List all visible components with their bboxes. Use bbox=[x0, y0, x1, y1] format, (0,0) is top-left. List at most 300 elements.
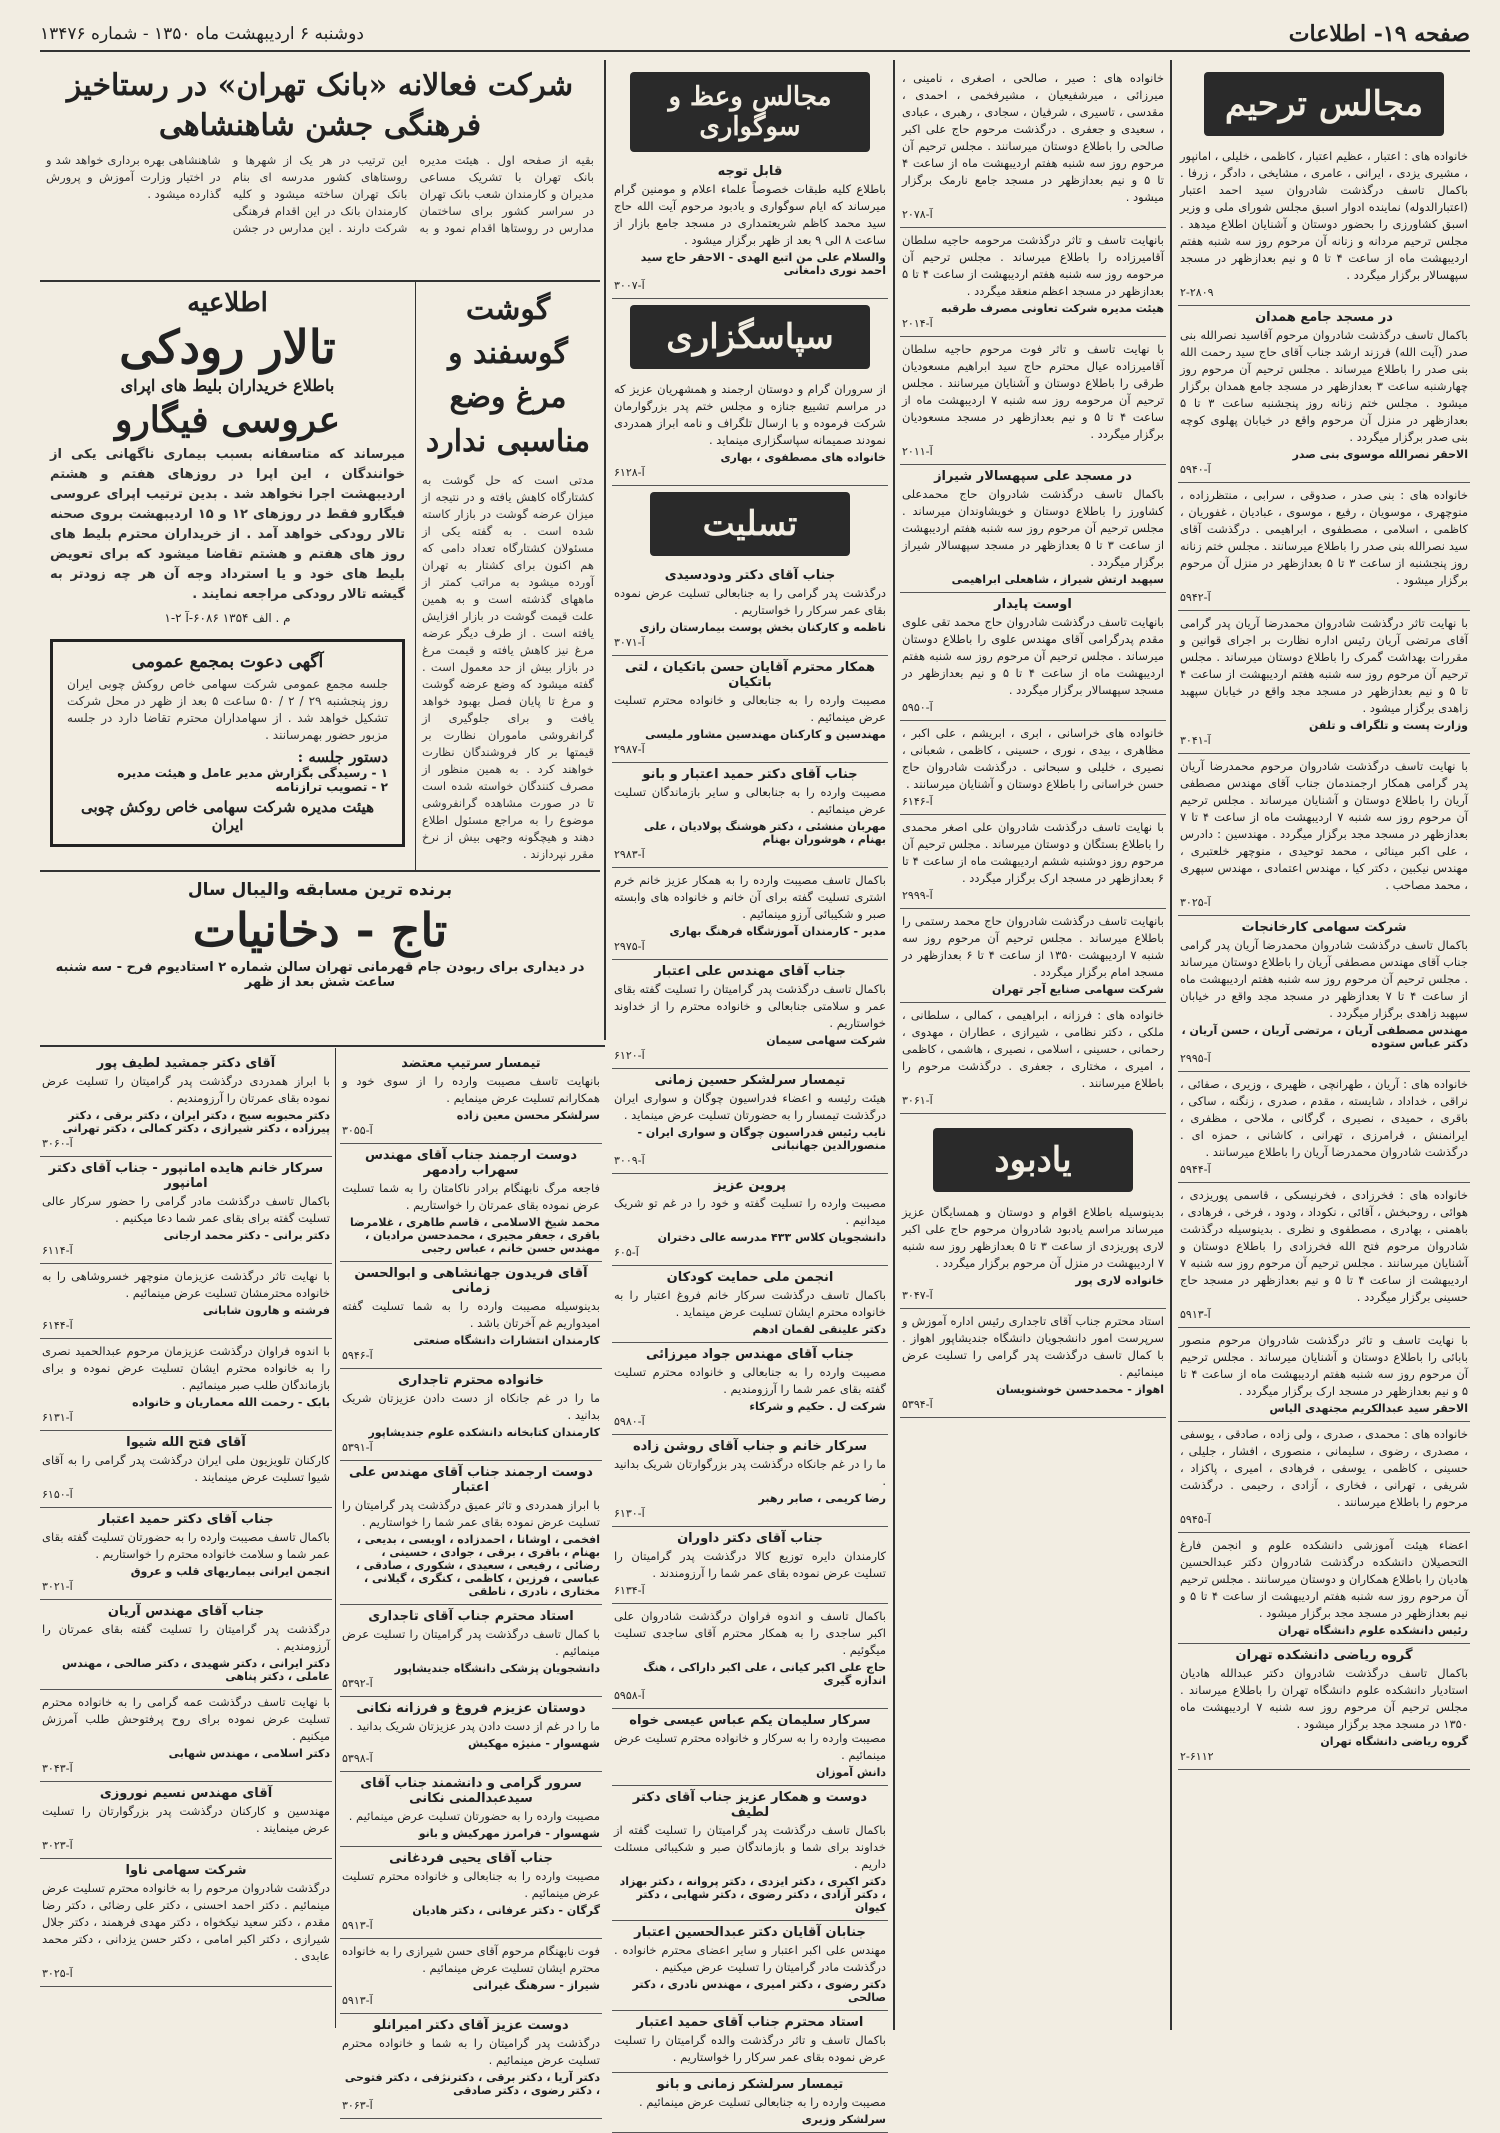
notice-signature: نایب رئیس فدراسیون چوگان و سواری ایران - منصورالدین جهانبانی bbox=[637, 1126, 886, 1152]
notice-item bbox=[612, 868, 888, 960]
notice-code: ۵۳۹۴-آ bbox=[902, 1398, 933, 1411]
column-6 bbox=[40, 1052, 332, 2032]
notice-body: با ابراز همدردی درگذشت پدر گرامیتان را تسلیت عرض نموده بقای عمرتان را آرزومندیم . bbox=[42, 1074, 330, 1105]
notice-subtitle: باطلاع خریداران بلیط های اپرای bbox=[120, 376, 335, 395]
notice-heading: گروه ریاضی دانشکده تهران bbox=[1235, 1648, 1413, 1663]
notice-item bbox=[340, 2014, 602, 2119]
notice-body: باکمال تاسف مصیبت وارده را به حضورتان تسلیت گفته بقای عمر شما و سلامت خانواده محترم را خواستاریم . bbox=[42, 1530, 330, 1561]
notice-code: ۲۹۹۵-آ bbox=[1180, 1052, 1211, 1065]
obituary-list bbox=[1178, 144, 1470, 1770]
notice-item bbox=[340, 1605, 602, 1697]
notice-code: ۵۹۴۲-آ bbox=[1180, 591, 1211, 604]
meat-article bbox=[415, 282, 600, 870]
notice-body: با نهایت تاثر درگذشت شادروان محمدرضا آریان پدر گرامی آقای مرتضی آریان رئیس اداره نظارت بر اجرای قوانین و مقررات بهداشت گمرک را باطلاع دوستان میرساند . مجلس ترحیم آن مرحوم روز سه شنبه هفتم اردیبهشت از ساعت ۴ تا ۵ و نیم بعدازظهر در مسجد مجد واقع در خیابان سپهبد زاهدی برگزار میشود . bbox=[1180, 616, 1468, 715]
notice-body: باکمال تاسف درگذشت سرکار خانم فروغ اعتبار را به خانواده محترم ایشان تسلیت عرض مینماید . bbox=[614, 1288, 886, 1319]
notice-codes: م . الف ۱۳۵۴ ۶۰۸۶-آ ۲-۱ bbox=[164, 611, 291, 625]
obituary-list bbox=[900, 66, 1166, 1114]
notice-code: ۳۰۶۳-آ bbox=[342, 2099, 373, 2112]
notice-heading: پروین عزیز bbox=[713, 1178, 787, 1193]
notice-heading: قابل توجه bbox=[717, 164, 783, 179]
notice-body: درگذشت پدر گرامیتان را به شما و خانواده محترم تسلیت عرض مینمائیم . bbox=[342, 2036, 600, 2067]
notice-signature: دکتر آریا ، دکتر برقی ، دکترنژفی ، دکتر فتوحی ، دکتر رضوی ، دکتر صادقی bbox=[344, 2071, 600, 2097]
sport-body: در دیداری برای ربودن جام قهرمانی تهران سالن شماره ۲ استادیوم فرح - سه شنبه ساعت شش بعد از ظهر bbox=[55, 960, 585, 990]
notice-body: با نهایت تاسف درگذشت شادروان مرحوم محمدرضا آریان پدر گرامی همکار ارجمندمان جناب آقای مهندس مصطفی آریان را باطلاع دوستان و آشنایان میرساند . مجلس ترحیم آن مرحوم روز سه شنبه ۷ اردیبهشت ماه از ساعت ۴ تا ۷ بعدازظهر در مسجد مجد برگزار میگردد . مهندسین : دادرس ، علی اکبر مینائی ، محمد توحیدی ، منوچهر خلعتبری ، مهندس نیکبین ، دکتر کیا ، مهندس اعتمادی ، مهندس سپهری ، محمد مصاحب . bbox=[1180, 759, 1469, 892]
notice-item bbox=[40, 1339, 332, 1431]
notice-item bbox=[1178, 754, 1470, 916]
notice-heading: آقای فریدون جهانشاهی و ابوالحسن زمانی bbox=[354, 1266, 588, 1296]
notice-heading: تیمسار سرتیپ معتضد bbox=[401, 1056, 541, 1071]
notice-item bbox=[40, 1052, 332, 1157]
notice-code: ۶۱۲۸-آ bbox=[614, 466, 645, 479]
notice-body: درگذشت شادروان مرحوم را به خانواده محترم تسلیت عرض مینمائیم . دکتر احمد احسنی ، دکتر علی رضائی ، دکتر رضا مقدم ، دکتر سعید نیکخواه ، دکتر مهدی فرهمند ، دکتر جلال شیرازی ، دکتر اکبر امامی ، دکتر حسن یزدانی ، دکتر محمد عابدی . bbox=[42, 1881, 330, 1963]
meat-headline: گوشت گوسفند و مرغ وضع مناسبی ندارد bbox=[425, 292, 591, 459]
column-4 bbox=[40, 66, 600, 1041]
notice-signature: شیراز - سرهنگ غیرانی bbox=[472, 1979, 600, 1992]
notice-body: با ابراز همدردی و تاثر عمیق درگذشت پدر گرامیتان را تسلیت عرض نموده بقای عمر شما را خواستاریم . bbox=[342, 1498, 600, 1529]
notice-item bbox=[40, 1600, 332, 1690]
notice-signature: انجمن ایرانی بیماریهای قلب و عروق bbox=[130, 1565, 330, 1578]
notice-heading: آقای دکتر جمشید لطیف پور bbox=[96, 1056, 276, 1071]
notice-item bbox=[900, 66, 1166, 228]
notice-body: باکمال تاسف درگذشت شادروان مرحوم آقاسید نصرالله بنی صدر (آیت الله) فرزند ارشد جناب آقای حاج سید رحمت الله بنی صدر را باطلاع میرساند . مجلس ترحیم آن مرحوم روز چهارشنبه ساعت ۳ بعدازظهر در مسجد جامع همدان برگزار میشود . مجلس ختم زنانه روز پنجشنبه ساعت ۳ تا ۵ بعدازظهر در منزل آن مرحوم واقع در خیابان پهلوی کوچه بنی صدر برگزار میگردد . bbox=[1180, 328, 1468, 444]
notice-code: ۳۰۶۱-آ bbox=[902, 1094, 933, 1107]
notice-item bbox=[340, 1461, 602, 1605]
notice-body: اعضاء هیئت آموزشی دانشکده علوم و انجمن فارغ التحصیلان دانشکده درگذشت شادروان دکتر عبدالحسین هادیان را باطلاع همکاران و دوستان میرسانند . مجلس ترحیم آن مرحوم روز سه شنبه هفتم اردیبهشت از ساعت ۴ تا ۵ و نیم بعدازظهر در مسجد مجد برگزار میشود . bbox=[1180, 1538, 1469, 1620]
notice-body: باکمال تاسف درگذشت مادر گرامی را حضور سرکار عالی تسلیت گفته برای بقای عمر شما دعا میکنیم . bbox=[42, 1194, 330, 1225]
notice-code: ۳۰۴۳-آ bbox=[42, 1762, 73, 1775]
notice-signature: وزارت پست و تلگراف و تلفن bbox=[1309, 719, 1468, 732]
notice-heading: دوست ارجمند جناب آقای مهندس سهراب رادمهر bbox=[364, 1148, 577, 1178]
notice-code: ۳۰۵۵-آ bbox=[342, 1124, 373, 1137]
notice-body: مصیبت وارده را تسلیت گفته و خود را در غم تو شریک میدانیم . bbox=[614, 1196, 886, 1227]
notice-body: خانواده های : صیر ، صالحی ، اصغری ، نامینی ، میرزائی ، میرشفیعیان ، مشیرفخمی ، احمدی ، مقدسی ، تاسیری ، شرفیان ، سجادی ، رهبری ، عبادی ، سعیدی و جعفری . درگذشت مرحوم حاج علی اکبر صالحی را باطلاع دوستان میرسانند . مجلس ترحیم آن مرحوم روز سه شنبه هفتم اردیبهشت ماه از ساعت ۴ تا ۵ و نیم بعدازظهر در مسجد جامع نارمک برگزار میشود . bbox=[902, 71, 1164, 204]
notice-heading: دوستان عزیزم فروغ و فرزانه نکانی bbox=[356, 1701, 586, 1716]
notice-signature: دکتر علینقی لقمان ادهم bbox=[752, 1323, 886, 1336]
notice-heading: تیمسار سرلشکر زمانی و بانو bbox=[656, 2077, 844, 2092]
notice-code: ۳۰۲۵-آ bbox=[1180, 896, 1211, 909]
notice-body: باکمال تاسف مصیبت وارده را به همکار عزیز خانم خرم اشتری تسلیت گفته برای آن خانم و خانواده های وابسته صبر و شکیبائی آرزو مینمائیم . bbox=[614, 873, 886, 921]
notice-body: باکمال تاسف درگذشت پدر گرامیتان را تسلیت گفته بقای عمر و سلامتی جنابعالی و خانواده محترم را از خداوند خواستاریم . bbox=[614, 982, 886, 1030]
notice-item bbox=[612, 1343, 888, 1435]
notice-body: میرساند که متاسفانه بسبب بیماری ناگهانی یکی از خوانندگان ، این اپرا در روزهای هفتم و هشتم اردیبهشت اجرا نخواهد شد . بدین ترتیب اپرای عروسی فیگارو فقط در روزهای ۱۲ و ۱۵ اردیبهشت بروی صحنه تالار رودکی خواهد آمد . از خریداران محترم بلیط های روز های هفتم و هشتم تقاضا میشود که برای تعویض بلیط های خود و یا استرداد وجه آن هر چه زودتر به گیشه تالار رودکی مراجعه نمایند . bbox=[50, 447, 405, 602]
notice-code: ۳۰۰۹-آ bbox=[614, 1154, 645, 1167]
notice-code: ۵۹۱۳-آ bbox=[342, 1919, 373, 1932]
notice-body: خانواده های : بنی صدر ، صدوقی ، سرابی ، منتظرزاده ، منوچهری ، موسویان ، رفیع ، موسوی ، عبادیان ، غفوریان ، کاظمی ، اسلامی ، مصطفوی ، ابراهیمی . درگذشت آقای سید نصرالله بنی صدر را باطلاع میرسانند . مجلس ختم زنانه روز پنجشنبه از ساعت ۳ تا ۵ بعدازظهر در منزل آن مرحوم برگزار میشود . bbox=[1180, 488, 1468, 587]
notice-item bbox=[612, 1709, 888, 1786]
notice-heading: جناب آقای دکتر داوران bbox=[677, 1531, 823, 1546]
notice-body: باکمال تاسف و تاثر درگذشت والده گرامیتان را تسلیت عرض نموده بقای عمر سرکار را خواستاریم . bbox=[614, 2033, 886, 2064]
notice-heading: دوست ارجمند جناب آقای مهندس علی اعتبار bbox=[349, 1465, 593, 1495]
notice-body: مصیبت وارده را به حضورتان تسلیت عرض مینمائیم . bbox=[348, 1809, 600, 1823]
condolence-list bbox=[340, 1052, 602, 2119]
notice-item bbox=[612, 160, 888, 299]
notice-item bbox=[1178, 1644, 1470, 1770]
notice-signature: دکتر برانی - دکتر محمد ارجانی bbox=[163, 1229, 330, 1242]
section-title-majales-tarhim: مجالس ترحیم bbox=[1204, 72, 1444, 136]
notice-item bbox=[40, 1690, 332, 1782]
notice-code: ۶۱۵۰-آ bbox=[42, 1488, 73, 1501]
notice-signature: گرگان - دکتر عرفانی ، دکتر هادیان bbox=[412, 1904, 600, 1917]
notice-signature: خانواده لاری پور bbox=[1075, 1274, 1164, 1287]
notice-body: با نهایت تاسف درگذشت شادروان علی اصغر محمدی را باطلاع بستگان و دوستان میرساند . مجلس ترحیم آن مرحوم روز دوشنبه ششم اردیبهشت ماه از ساعت ۴ تا ۶ بعدازظهر در مسجد ارک برگزار میگردد . bbox=[902, 820, 1164, 885]
notice-heading: شرکت سهامی ناوا bbox=[125, 1863, 247, 1878]
notice-item bbox=[900, 465, 1166, 593]
notice-heading: جناب آقای مهندس علی اعتبار bbox=[654, 964, 846, 979]
notice-body: باکمال تاسف درگذشت شادروان دکتر عبدالله هادیان استادیار دانشکده علوم دانشگاه تهران را باطلاع میرساند . مجلس ترحیم آن مرحوم روز سه شنبه ۷ اردیبهشت ماه ۱۳۵۰ در مسجد مجد برگزار میشود . bbox=[1180, 1666, 1468, 1731]
notice-heading: در مسجد علی سپهسالار شیراز bbox=[934, 469, 1132, 484]
notice-heading: جناب آقای یحیی فردغانی bbox=[389, 1851, 553, 1866]
notice-heading: تیمسار سرلشکر حسین زمانی bbox=[654, 1073, 846, 1088]
notice-signature: شرکت ل . حکیم و شرکاء bbox=[749, 1400, 886, 1413]
notice-item bbox=[900, 815, 1166, 909]
notice-body: با کمال تاسف درگذشت پدر گرامیتان را تسلیت عرض مینمائیم . bbox=[342, 1627, 600, 1658]
notice-body: خانواده های : فخرزادی ، فخرنیسکی ، قاسمی پوریزدی ، هوائی ، روحبخش ، آقائی ، نکوداد ، ودود ، فرخی ، فرهادی ، باهمنی ، بهادری ، مصطفوی و نظری . بدینوسیله درگذشت شادروان مرحوم فتح الله فخرزادی را باطلاع دوستان و آشنایان میرسانند . مجلس ترحیم آن مرحوم روز سه شنبه ۷ اردیبهشت از ساعت ۴ تا ۵ و نیم بعدازظهر در مسجد حاج حسینی برگزار میگردد . bbox=[1180, 1188, 1469, 1304]
notice-signature: گروه ریاضی دانشگاه تهران bbox=[1320, 1735, 1468, 1748]
notice-code: ۳۰۶۰-آ bbox=[42, 1137, 73, 1150]
notice-signature: والسلام علی من اتبع الهدی - الاحقر حاج سید احمد نوری دامغانی bbox=[640, 251, 886, 277]
notice-body: باکمال تاسف درگذشت شادروان حاج محمدعلی کشاورز را باطلاع دوستان و خویشاوندان میرساند . مجلس ترحیم آن مرحوم روز سه شنبه هفتم اردیبهشت از ساعت ۳ تا ۵ بعدازظهر در مسجد سپهسالار شیراز برگزار میگردد . bbox=[902, 487, 1165, 569]
column-rule bbox=[1170, 60, 1172, 2030]
notice-signature: حاج علی اکبر کیانی ، علی اکبر داراکی ، هنگ اندازه گیری bbox=[643, 1661, 886, 1687]
column-3 bbox=[612, 66, 888, 2126]
notice-item bbox=[1178, 1328, 1470, 1422]
notice-item bbox=[612, 763, 888, 868]
notice-code: ۶۰۵-آ bbox=[614, 1246, 639, 1259]
notice-signature: دکتر محبوبه سیح ، دکتر ایران ، دکتر برقی ، دکتر پیرزاده ، دکتر شیرازی ، دکتر کمالی ، دکتر تهرانی bbox=[62, 1109, 330, 1135]
notice-code: ۲۰۱۴-آ bbox=[902, 317, 933, 330]
notice-item bbox=[900, 337, 1166, 465]
column-1 bbox=[1178, 66, 1470, 2036]
notice-body: مصیبت وارده را به جنابعالی و خانواده محترم تسلیت گفته بقای عمر شما را آرزومندیم . bbox=[614, 1365, 886, 1396]
notice-item bbox=[340, 1847, 602, 1939]
notice-body: درگذشت پدر گرامی را به جنابعالی تسلیت عرض نموده بقای عمر سرکار را خواستاریم . bbox=[614, 586, 886, 617]
notice-body: مصیبت وارده را به جنابعالی و سایر بازماندگان تسلیت عرض مینمائیم . bbox=[614, 785, 886, 816]
notice-heading: جناب آقای دکتر حمید اعتبار و بانو bbox=[642, 767, 858, 782]
notice-heading: دوست و همکار عزیز جناب آقای دکتر لطیف bbox=[632, 1790, 868, 1820]
notice-item bbox=[612, 2011, 888, 2073]
notice-body: مصیبت وارده را به سرکار و خانواده محترم تسلیت عرض مینمائیم . bbox=[614, 1731, 886, 1762]
notice-code: ۵۳۹۸-آ bbox=[342, 1752, 373, 1765]
notice-body: مهندس علی اکبر اعتبار و سایر اعضای محترم خانواده . درگذشت مادر گرامیتان را تسلیت عرض میکنیم . bbox=[614, 1943, 886, 1974]
notice-code: ۵۳۹۱-آ bbox=[342, 1441, 373, 1454]
meeting-body: جلسه مجمع عمومی شرکت سهامی خاص روکش چوبی ایران روز پنجشنبه ۲۹ / ۲ / ۵۰ ساعت ۵ بعد از ظهر در محل شرکت تشکیل خواهد شد . از سهامداران محترم تقاضا دارد در جلسه مزبور حضور بهمرسانند . bbox=[67, 677, 388, 742]
notice-item bbox=[40, 1264, 332, 1339]
column-5 bbox=[340, 1052, 602, 2112]
notice-code: ۵۹۵۰-آ bbox=[902, 701, 933, 714]
memorial-list bbox=[900, 1200, 1166, 1418]
notice-body: با نهایت تاثر درگذشت عزیزمان منوچهر خسروشاهی را به خانواده محترمشان تسلیت عرض مینمائیم . bbox=[42, 1269, 330, 1300]
notice-heading: استاد محترم جناب آقای تاجداری bbox=[368, 1609, 574, 1624]
notice-body: با اندوه فراوان درگذشت عزیزمان مرحوم عبدالحمید نصری را به خانواده محترم ایشان تسلیت عرض نموده و برای بازماندگان طلب صبر مینمائیم . bbox=[42, 1344, 330, 1392]
notice-item bbox=[340, 1697, 602, 1772]
notice-heading: استاد محترم جناب آقای حمید اعتبار bbox=[636, 2015, 864, 2030]
notice-item bbox=[340, 1144, 602, 1262]
sport-ad bbox=[40, 872, 600, 998]
notice-code: ۲۹۹۹-آ bbox=[902, 889, 933, 902]
notice-item bbox=[612, 1174, 888, 1266]
notice-code: ۵۹۴۶-آ bbox=[342, 1349, 373, 1362]
notice-item bbox=[612, 1435, 888, 1527]
notice-code: ۲۹۸۳-آ bbox=[614, 848, 645, 861]
notice-code: ۶۱۳۱-آ bbox=[42, 1411, 73, 1424]
notice-item bbox=[1178, 306, 1470, 483]
meat-body: مدتی است که حل گوشت به کشتارگاه کاهش یافته و در نتیجه از میزان عرضه گوشت در بازار کاسته شده است . به گفته یکی از مسئولان کشتارگاه تعداد دامی که هم اکنون برای کشتار به تهران آورده میشود به مراتب کمتر از ماههای گذشته است و به همین علت قیمت گوشت در بازار افزایش یافته است . از طرف دیگر عرضه مرغ نیز کاهش یافته و قیمت مرغ در بازار بیش از حد معمول است . گفته میشود که وضع عرضه گوشت و مرغ تا پایان فصل بهبود خواهد یافت و برای جلوگیری از گرانفروشی ماموران نظارت بر قیمتها بر کار فروشندگان نظارت خواهند کرد . به همین منظور از مصرف کنندگان خواسته شده است تا در صورت مشاهده گرانفروشی موضوع را به مراجع مسئول اطلاع دهند و هیچگونه وجهی بیش از نرخ مقرر نپردازند . bbox=[422, 473, 594, 861]
section-title-taslit: تسلیت bbox=[650, 492, 850, 556]
notice-body: خانواده های : محمدی ، صدری ، ولی زاده ، صادقی ، یوسفی ، مصدری ، رضوی ، سلیمانی ، منصوری ، افشار ، جلیلی ، حسینی ، کاظمی ، یوسفی ، فرهادی ، امیری ، پاکزاد ، شریفی ، تهرانی ، فخاری ، آزادی ، رحیمی . درگذشت مرحوم را باطلاع میرسانند . bbox=[1180, 1427, 1468, 1509]
date-line: دوشنبه ۶ اردیبهشت ماه ۱۳۵۰ - شماره ۱۳۴۷۶ bbox=[40, 24, 364, 44]
notice-code: ۶۱۴۴-آ bbox=[42, 1319, 73, 1332]
column-rule bbox=[893, 60, 895, 2030]
notice-item bbox=[1178, 483, 1470, 611]
notice-body: مصیبت وارده را به جنابعالی و خانواده محترم تسلیت عرض مینمائیم . bbox=[342, 1869, 600, 1900]
condolence-list bbox=[40, 1052, 332, 1987]
notice-item bbox=[900, 909, 1166, 1003]
notice-heading: انجمن ملی حمایت کودکان bbox=[666, 1270, 834, 1285]
notice-heading: جناب آقای مهندس جواد میرزائی bbox=[646, 1347, 854, 1362]
notice-item bbox=[1178, 1072, 1470, 1183]
notice-heading: دوست عزیز آقای دکتر امیرانلو bbox=[373, 2018, 569, 2033]
notice-item bbox=[612, 656, 888, 763]
notice-body: خانواده های خراسانی ، ابری ، ابریشم ، علی اکبر ، مظاهری ، بیدی ، نوری ، حسینی ، کاظمی ، شعبانی ، نصیری ، خلیلی و سبحانی . درگذشت شادروان حاج حسن خراسانی را باطلاع دوستان و آشنایان میرسانند . bbox=[902, 726, 1164, 791]
notice-body: باکمال تاسف و اندوه فراوان درگذشت شادروان علی اکبر ساجدی را به همکار محترم آقای ساجدی تسلیت میگوئیم . bbox=[614, 1609, 886, 1657]
notice-heading: خانواده محترم تاجداری bbox=[398, 1373, 544, 1388]
column-2 bbox=[900, 66, 1166, 2036]
notice-heading: اوست پایدار bbox=[994, 597, 1072, 612]
notice-code: ۵۹۴۰-آ bbox=[1180, 463, 1211, 476]
notice-code: ۲۹۷۵-آ bbox=[614, 940, 645, 953]
notice-item bbox=[40, 1431, 332, 1508]
notice-heading: جنابان آقایان دکتر عبدالحسین اعتبار bbox=[634, 1925, 866, 1940]
notice-signature: اهواز - محمدحسن خوشنویسان bbox=[996, 1383, 1164, 1396]
notice-signature: شرکت سهامی صنایع آجر تهران bbox=[992, 983, 1164, 996]
notice-body: بانهایت تاسف مصیبت وارده را از سوی خود و همکارانم تسلیت عرض مینمایم . bbox=[342, 1074, 600, 1105]
notice-item bbox=[612, 1266, 888, 1343]
notice-item bbox=[340, 1939, 602, 2014]
notice-item bbox=[40, 1157, 332, 1264]
notice-body: ما را در غم از دست دادن پدر عزیزتان شریک بدانید . bbox=[349, 1719, 600, 1733]
notice-code: ۵۹۸۰-آ bbox=[614, 1415, 645, 1428]
notice-code: ۵۹۱۳-آ bbox=[1180, 1308, 1211, 1321]
notice-body: بانهایت تاسف درگذشت شادروان حاج محمد تقی علوی مقدم پدرگرامی آقای مهندس علوی را باطلاع دوستان میرساند . مجلس ترحیم آن مرحوم روز سه شنبه هفتم اردیبهشت ماه از ساعت ۴ تا ۵ و نیم بعدازظهر در مسجد سپهسالار برگزار میگردد . bbox=[902, 615, 1165, 697]
notice-code: ۵۹۴۵-آ bbox=[1180, 1513, 1211, 1526]
notice-signature: دانشجویان کلاس ۴۳۳ مدرسه عالی دختران bbox=[657, 1231, 886, 1244]
meeting-title: آگهی دعوت بمجمع عمومی bbox=[131, 652, 324, 672]
notice-heading: سرکار سلیمان یکم عباس عیسی خواه bbox=[629, 1713, 871, 1728]
notice-signature: دکتر اسلامی ، مهندس شهابی bbox=[168, 1747, 330, 1760]
page-label: صفحه ۱۹- اطلاعات bbox=[1288, 21, 1470, 47]
notice-item bbox=[612, 2073, 888, 2133]
notice-code: آ-۲۰۷۸ bbox=[902, 208, 933, 221]
notice-signature: الاحقر سید عبدالکریم مجتهدی الیاس bbox=[1269, 1402, 1468, 1415]
thanks-list bbox=[612, 377, 888, 486]
notice-signature: مدیر - کارمندان آموزشگاه فرهنگ بهاری bbox=[669, 925, 886, 938]
rudaki-notice bbox=[40, 282, 415, 870]
notice-signature: فرشته و هارون شابانی bbox=[202, 1304, 330, 1317]
notice-body: باکمال تاسف درگذشت پدر گرامیتان را تسلیت گفته از خداوند برای شما و بازماندگان صبر و شکیبائی مسئلت داریم . bbox=[614, 1823, 886, 1871]
notice-code: ۳۰۷۱-آ bbox=[614, 636, 645, 649]
notice-signature: الاحقر نصرالله موسوی بنی صدر bbox=[1292, 448, 1468, 461]
notice-item bbox=[340, 1052, 602, 1144]
notice-item bbox=[1178, 1533, 1470, 1644]
notice-signature: مهندس مصطفی آریان ، مرتضی آریان ، حسن آریان ، دکتر عباس ستوده bbox=[1181, 1024, 1468, 1050]
notice-body: بدینوسیله باطلاع اقوام و دوستان و همسایگان عزیز میرساند مراسم یادبود شادروان مرحوم حاج علی اکبر لاری پوریزدی از ساعت ۳ تا ۵ بعدازظهر روز سه شنبه ۷ اردیبهشت در منزل آن مرحوم برگزار میگردد . bbox=[902, 1205, 1164, 1270]
column-rule bbox=[604, 60, 606, 1040]
notice-item bbox=[612, 1921, 888, 2011]
notice-item bbox=[900, 1309, 1166, 1418]
meeting-sign: هیئت مدیره شرکت سهامی خاص روکش چوبی ایران bbox=[81, 798, 374, 834]
notice-code: ۳۰۲۱-آ bbox=[42, 1580, 73, 1593]
notice-signature: بابک - رحمت الله معماریان و خانواده bbox=[132, 1396, 330, 1409]
notice-title: اطلاعیه bbox=[187, 288, 268, 318]
notice-body: با نهایت تاسف و تاثر درگذشت شادروان مرحوم منصور بابائی را باطلاع دوستان و آشنایان میرساند . مجلس ترحیم آن مرحوم روز سه شنبه هفتم اردیبهشت ماه از ساعت ۴ تا ۵ و نیم بعدازظهر در مسجد ارک برگزار میگردد . bbox=[1180, 1333, 1468, 1398]
notice-body: از سروران گرام و دوستان ارجمند و همشهریان عزیز که در مراسم تشییع جنازه و مجلس ختم پدر بزرگوارمان شرکت فرموده و با ارسال تلگراف و نامه ابراز همدردی نمودند صمیمانه سپاسگزاری مینماید . bbox=[614, 382, 886, 447]
notice-heading: آقای فتح الله شیوا bbox=[126, 1435, 246, 1450]
notice-signature: شهسوار - فرامرز مهرکیش و بانو bbox=[418, 1827, 600, 1840]
notice-code: ۳۰۰۷-آ bbox=[614, 279, 645, 292]
notice-body: مصیبت وارده را به جنابعالی و خانواده محترم تسلیت عرض مینمائیم . bbox=[614, 693, 886, 724]
notice-body: باکمال تاسف درگذشت شادروان محمدرضا آریان پدر گرامی جناب آقای مهندس مصطفی آریان را باطلاع دوستان میرساند . مجلس ترحیم آن مرحوم روز سه شنبه هفتم اردیبهشت ماه از ساعت ۴ تا ۷ بعدازظهر در مسجد مجد واقع در خیابان سپهبد زاهدی برگزار میگردد . bbox=[1180, 938, 1468, 1020]
notice-signature: مهربان منشئی ، دکتر هوشنگ پولادیان ، علی بهنام ، هوشوران بهنام bbox=[644, 820, 886, 846]
notice-body: بانهایت تاسف و تاثر درگذشت مرحومه حاجیه سلطان آقامیرزاده را باطلاع میرساند . مجلس ترحیم آن مرحومه روز سه شنبه هفتم اردیبهشت از ساعت ۴ تا ۵ بعدازظهر در مسجد اعظم منعقد میگردد . bbox=[902, 233, 1164, 298]
notice-body: خانواده های : اعتبار ، عظیم اعتبار ، کاظمی ، خلیلی ، امانپور ، مشیری یزدی ، ایرانی ، عامری ، مشایخی ، دادگر ، زرفا . باکمال تاسف درگذشت شادروان سید احمد اعتبار (اعتبارالدوله) نماینده ادوار اسبق مجلس شورای ملی و وزیر اسبق کشاورزی را بحضور دوستان و آشنایان اطلاع میدهد . مجلس ترحیم مردانه و زنانه آن مرحوم روز سه شنبه هفتم اردیبهشت ماه از ساعت ۴ تا ۵ و نیم بعدازظهر در مسجد سپهسالار برگزار میگردد . bbox=[1180, 149, 1469, 282]
notice-body: درگذشت پدر گرامیتان را تسلیت گفته بقای عمرتان را آرزومندیم . bbox=[42, 1622, 330, 1653]
notice-item bbox=[40, 1859, 332, 1987]
notice-signature: شرکت سهامی سیمان bbox=[766, 1034, 886, 1047]
notice-signature: دانشجویان پزشکی دانشگاه جندیشاپور bbox=[394, 1662, 600, 1675]
notice-signature: رئیس دانشکده علوم دانشگاه تهران bbox=[1278, 1624, 1468, 1637]
notice-heading: سرور گرامی و دانشمند جناب آقای سیدعبدالمنی نکانی bbox=[360, 1776, 582, 1806]
sport-title: تاج - دخانیات bbox=[192, 903, 448, 957]
notice-item bbox=[40, 1508, 332, 1600]
notice-signature: دانش آموزان bbox=[816, 1766, 886, 1779]
notice-heading: آقای مهندس نسیم نوروزی bbox=[99, 1786, 273, 1801]
notice-heading: جناب آقای مهندس آریان bbox=[107, 1604, 265, 1619]
notice-body: باطلاع کلیه طبقات خصوصاً علماء اعلام و مومنین گرام میرساند که ایام سوگواری و یادبود مرحوم آیت الله حاج سید محمد کاظم شریعتمداری در مسجد جامع بازار از ساعت ۸ الی ۹ بعد از ظهر برگزار میشود . bbox=[614, 182, 886, 247]
notice-code: ۲۰۱۱-آ bbox=[902, 445, 933, 458]
notice-item bbox=[612, 1069, 888, 1174]
notice-item bbox=[1178, 916, 1470, 1072]
notice-body: ما را در غم جانکاه درگذشت پدر بزرگوارتان شریک بدانید . bbox=[614, 1457, 886, 1488]
notice-signature: رضا کریمی ، صابر رهبر bbox=[758, 1492, 886, 1505]
notice-item bbox=[340, 1262, 602, 1369]
notice-signature: سپهبد ارتش شیراز ، شاهعلی ابراهیمی bbox=[951, 573, 1164, 586]
notice-heading: شرکت سهامی کارخانجات bbox=[1241, 920, 1407, 935]
meeting-agenda-title: دستور جلسه : bbox=[297, 748, 388, 766]
meeting-agenda-item: ۱ - رسیدگی بگزارش مدیر عامل و هیئت مدیره bbox=[117, 766, 388, 780]
notice-venue: تالار رودکی bbox=[119, 320, 336, 374]
notice-code: ۳۰۲۳-آ bbox=[42, 1839, 73, 1852]
notice-code: ۶۱۱۴-آ bbox=[42, 1244, 73, 1257]
notice-body: با نهایت تاسف درگذشت عمه گرامی را به خانواده محترم تسلیت عرض نموده برای روح پرفتوحش طلب آمرزش میکنیم . bbox=[42, 1695, 330, 1743]
notice-heading: جناب آقای دکتر حمید اعتبار bbox=[98, 1512, 274, 1527]
notice-body: فوت نابهنگام مرحوم آقای حسن شیرازی را به خانواده محترم ایشان تسلیت عرض مینمائیم . bbox=[342, 1944, 600, 1975]
notice-heading: همکار محترم آقایان حسن باتکیان ، لتی باتکیان bbox=[625, 660, 875, 690]
notice-item bbox=[900, 1003, 1166, 1114]
notice-signature: هیئت مدیره شرکت تعاونی مصرف طرقبه bbox=[940, 302, 1164, 315]
notice-body: بدینوسیله مصیبت وارده را به شما تسلیت گفته امیدواریم غم آخرتان باشد . bbox=[342, 1299, 600, 1330]
notice-signature: دکتر ایرانی ، دکتر شهیدی ، دکتر صالحی ، مهندس عاملی ، دکتر پناهی bbox=[62, 1657, 330, 1683]
notice-code: ۳۰۴۱-آ bbox=[1180, 734, 1211, 747]
notice-item bbox=[900, 593, 1166, 721]
notice-body: استاد محترم جناب آقای تاجداری رئیس اداره آموزش و سرپرست امور دانشجویان دانشگاه جندیشاپور اهواز . با کمال تاسف درگذشت پدر گرامی را تسلیت عرض مینمائیم . bbox=[902, 1314, 1164, 1379]
notice-item bbox=[340, 1772, 602, 1847]
notice-code: ۵۳۹۲-آ bbox=[342, 1677, 373, 1690]
notice-heading: جناب آقای دکتر ودودسیدی bbox=[664, 568, 836, 583]
notice-code: ۶۱۴۶-آ bbox=[902, 795, 933, 808]
notice-item bbox=[612, 564, 888, 656]
section-title-yadbood: یادبود bbox=[933, 1128, 1133, 1192]
notice-code: ۲-۶۱۱۲ bbox=[1180, 1750, 1214, 1763]
notice-code: ۲-۲۸۰۹ bbox=[1180, 286, 1214, 299]
bank-ad-title: شرکت فعالانه «بانک تهران» در رستاخیز فرهنگی جشن شاهنشاهی bbox=[66, 68, 574, 143]
notice-body: کارکنان تلویزیون ملی ایران درگذشت پدر گرامی را به آقای شیوا تسلیت عرض مینمایند . bbox=[42, 1453, 330, 1484]
notice-item bbox=[1178, 611, 1470, 754]
page-header bbox=[40, 18, 1470, 52]
notice-item bbox=[340, 1369, 602, 1461]
sermon-list bbox=[612, 160, 888, 299]
notice-item bbox=[900, 228, 1166, 337]
notice-item bbox=[612, 960, 888, 1069]
notice-signature: دکتر اکبری ، دکتر ایزدی ، دکتر پروانه ، دکتر بهزاد ، دکتر آزادی ، دکتر رضوی ، دکتر شهابی ، دکتر کیوان bbox=[619, 1875, 886, 1914]
notice-body: هیئت رئیسه و اعضاء فدراسیون چوگان و سواری ایران درگذشت تیمسار را به حضورتان تسلیت عرض مینماید . bbox=[614, 1091, 886, 1122]
section-title-majales-vaz: مجالس وعظ و سوگواری bbox=[630, 72, 870, 152]
notice-body: خانواده های : فرزانه ، ابراهیمی ، کمالی ، سلطانی ، ملکی ، دکتر نظامی ، شیرازی ، عطاران ، مهدوی ، رحمانی ، حسینی ، اسلامی ، نصیری ، هاشمی ، کاظمی ، امیری ، مختاری ، جعفری . درگذشت مرحوم را باطلاع میرسانند . bbox=[902, 1008, 1164, 1090]
notice-item bbox=[900, 721, 1166, 815]
notice-code: ۳۰۲۵-آ bbox=[42, 1967, 73, 1980]
notice-signature: سرلشکر وزیری bbox=[801, 2113, 886, 2126]
notice-signature: کارمندان انتشارات دانشگاه صنعتی bbox=[413, 1334, 600, 1347]
column-rule bbox=[335, 1048, 336, 2028]
notice-code: ۶۱۳۴-آ bbox=[614, 1584, 645, 1597]
notice-code: ۵۹۵۸-آ bbox=[614, 1689, 645, 1702]
notice-item bbox=[40, 1782, 332, 1859]
meeting-agenda-item: ۲ - تصویب ترازنامه bbox=[275, 780, 388, 794]
notice-code: ۵۹۴۴-آ bbox=[1180, 1163, 1211, 1176]
notice-item bbox=[1178, 1183, 1470, 1328]
notice-heading: در مسجد جامع همدان bbox=[1255, 310, 1393, 325]
notice-opera: عروسی فیگارو bbox=[114, 399, 341, 441]
notice-code: ۲۹۸۷-آ bbox=[614, 743, 645, 756]
notice-body: کارمندان دایره توزیع کالا درگذشت پدر گرامیتان را تسلیت عرض نموده بقای عمر شما را آرزومندند . bbox=[614, 1549, 886, 1580]
ads-row bbox=[40, 282, 600, 872]
notice-body: مصیبت وارده را به جنابعالی تسلیت عرض مینمائیم . bbox=[639, 2095, 886, 2109]
notice-body: مهندسین و کارکنان درگذشت پدر بزرگوارتان را تسلیت عرض مینمایند . bbox=[42, 1804, 330, 1835]
notice-code: ۵۹۱۳-آ bbox=[342, 1994, 373, 2007]
notice-body: ما را در غم جانکاه از دست دادن عزیزتان شریک بدانید . bbox=[342, 1391, 600, 1422]
notice-signature: سرلشکر محسن معین زاده bbox=[456, 1109, 600, 1122]
notice-body: خانواده های : آریان ، طهرانچی ، ظهیری ، وزیری ، صفائی ، نراقی ، خداداد ، شایسته ، مقدم ، صدری ، زنگنه ، ساکی ، باقری ، حمیدی ، نصیری ، گرگانی ، ملاحی ، مظفری ، ایرانمنش ، فرامرزی ، تهرانی ، کاشانی ، حمزه ای . درگذشت شادروان محمدرضا آریان را باطلاع میرسانند . bbox=[1180, 1077, 1468, 1159]
notice-signature: افخمی ، اوشانا ، احمدزاده ، اویسی ، بدیعی ، بهنام ، باقری ، برقی ، جوادی ، حسینی ، رضائی ، رفیعی ، سعیدی ، شکوری ، صادقی ، عباسی ، فرزین ، کاظمی ، کنگری ، گیلانی ، مختاری ، نادری ، ناطقی bbox=[355, 1533, 600, 1598]
notice-code: ۶۱۳۰-آ bbox=[614, 1507, 645, 1520]
notice-heading: سرکار خانم و جناب آقای روشن زاده bbox=[632, 1439, 868, 1454]
notice-body: با نهایت تاسف و تاثر فوت مرحوم حاجیه سلطان آقامیرزاده عیال محترم حاج سید ابراهیم مسعودیان طرقی را باطلاع دوستان و آشنایان میرسانند . مجلس ترحیم آن مرحومه روز سه شنبه ۷ اردیبهشت ماه از ساعت ۴ تا ۵ و نیم بعدازظهر در مسجد مسعودیان برگزار میگردد . bbox=[902, 342, 1165, 441]
condolence-list bbox=[612, 564, 888, 2133]
notice-code: ۳۰۴۷-آ bbox=[902, 1289, 933, 1302]
notice-item bbox=[1178, 1422, 1470, 1533]
notice-signature: مهندسین و کارکنان مهندسین مشاور ملیسی bbox=[645, 728, 886, 741]
notice-item bbox=[612, 1604, 888, 1709]
meeting-notice bbox=[50, 639, 405, 847]
notice-signature: کارمندان کتابخانه دانشکده علوم جندیشاپور bbox=[368, 1426, 600, 1439]
notice-item bbox=[612, 377, 888, 486]
notice-signature: خانواده های مصطفوی ، بهاری bbox=[720, 451, 886, 464]
notice-item bbox=[1178, 144, 1470, 306]
notice-signature: ناظمه و کارکنان بخش پوست بیمارستان رازی bbox=[639, 621, 886, 634]
notice-signature: محمد شیخ الاسلامی ، قاسم طاهری ، غلامرضا باقری ، جعفر مجیری ، محمدحسن مرادیان ، مهندس حسن خانم ، عباس رجبی bbox=[349, 1216, 600, 1255]
bank-ad-body: بقیه از صفحه اول . هیئت مدیره بانک تهران با تشریک مساعی مدیران و کارمندان شعب بانک تهران در سراسر کشور برای ساختمان مدارس در روستاها اقدام نمود و به این ترتیب در هر یک از شهرها و روستاهای کشور مدرسه ای بنام بانک تهران ساخته میشود و کلیه کارمندان بانک در این اقدام فرهنگی شرکت دارند . این مدارس در جشن شاهنشاهی بهره برداری خواهد شد و در اختیار وزارت آموزش و پرورش گذارده میشود . bbox=[40, 152, 600, 282]
notice-code: ۶۱۲۰-آ bbox=[614, 1049, 645, 1062]
notice-heading: سرکار خانم هایده امانپور - جناب آقای دکتر امانپور bbox=[48, 1161, 324, 1191]
